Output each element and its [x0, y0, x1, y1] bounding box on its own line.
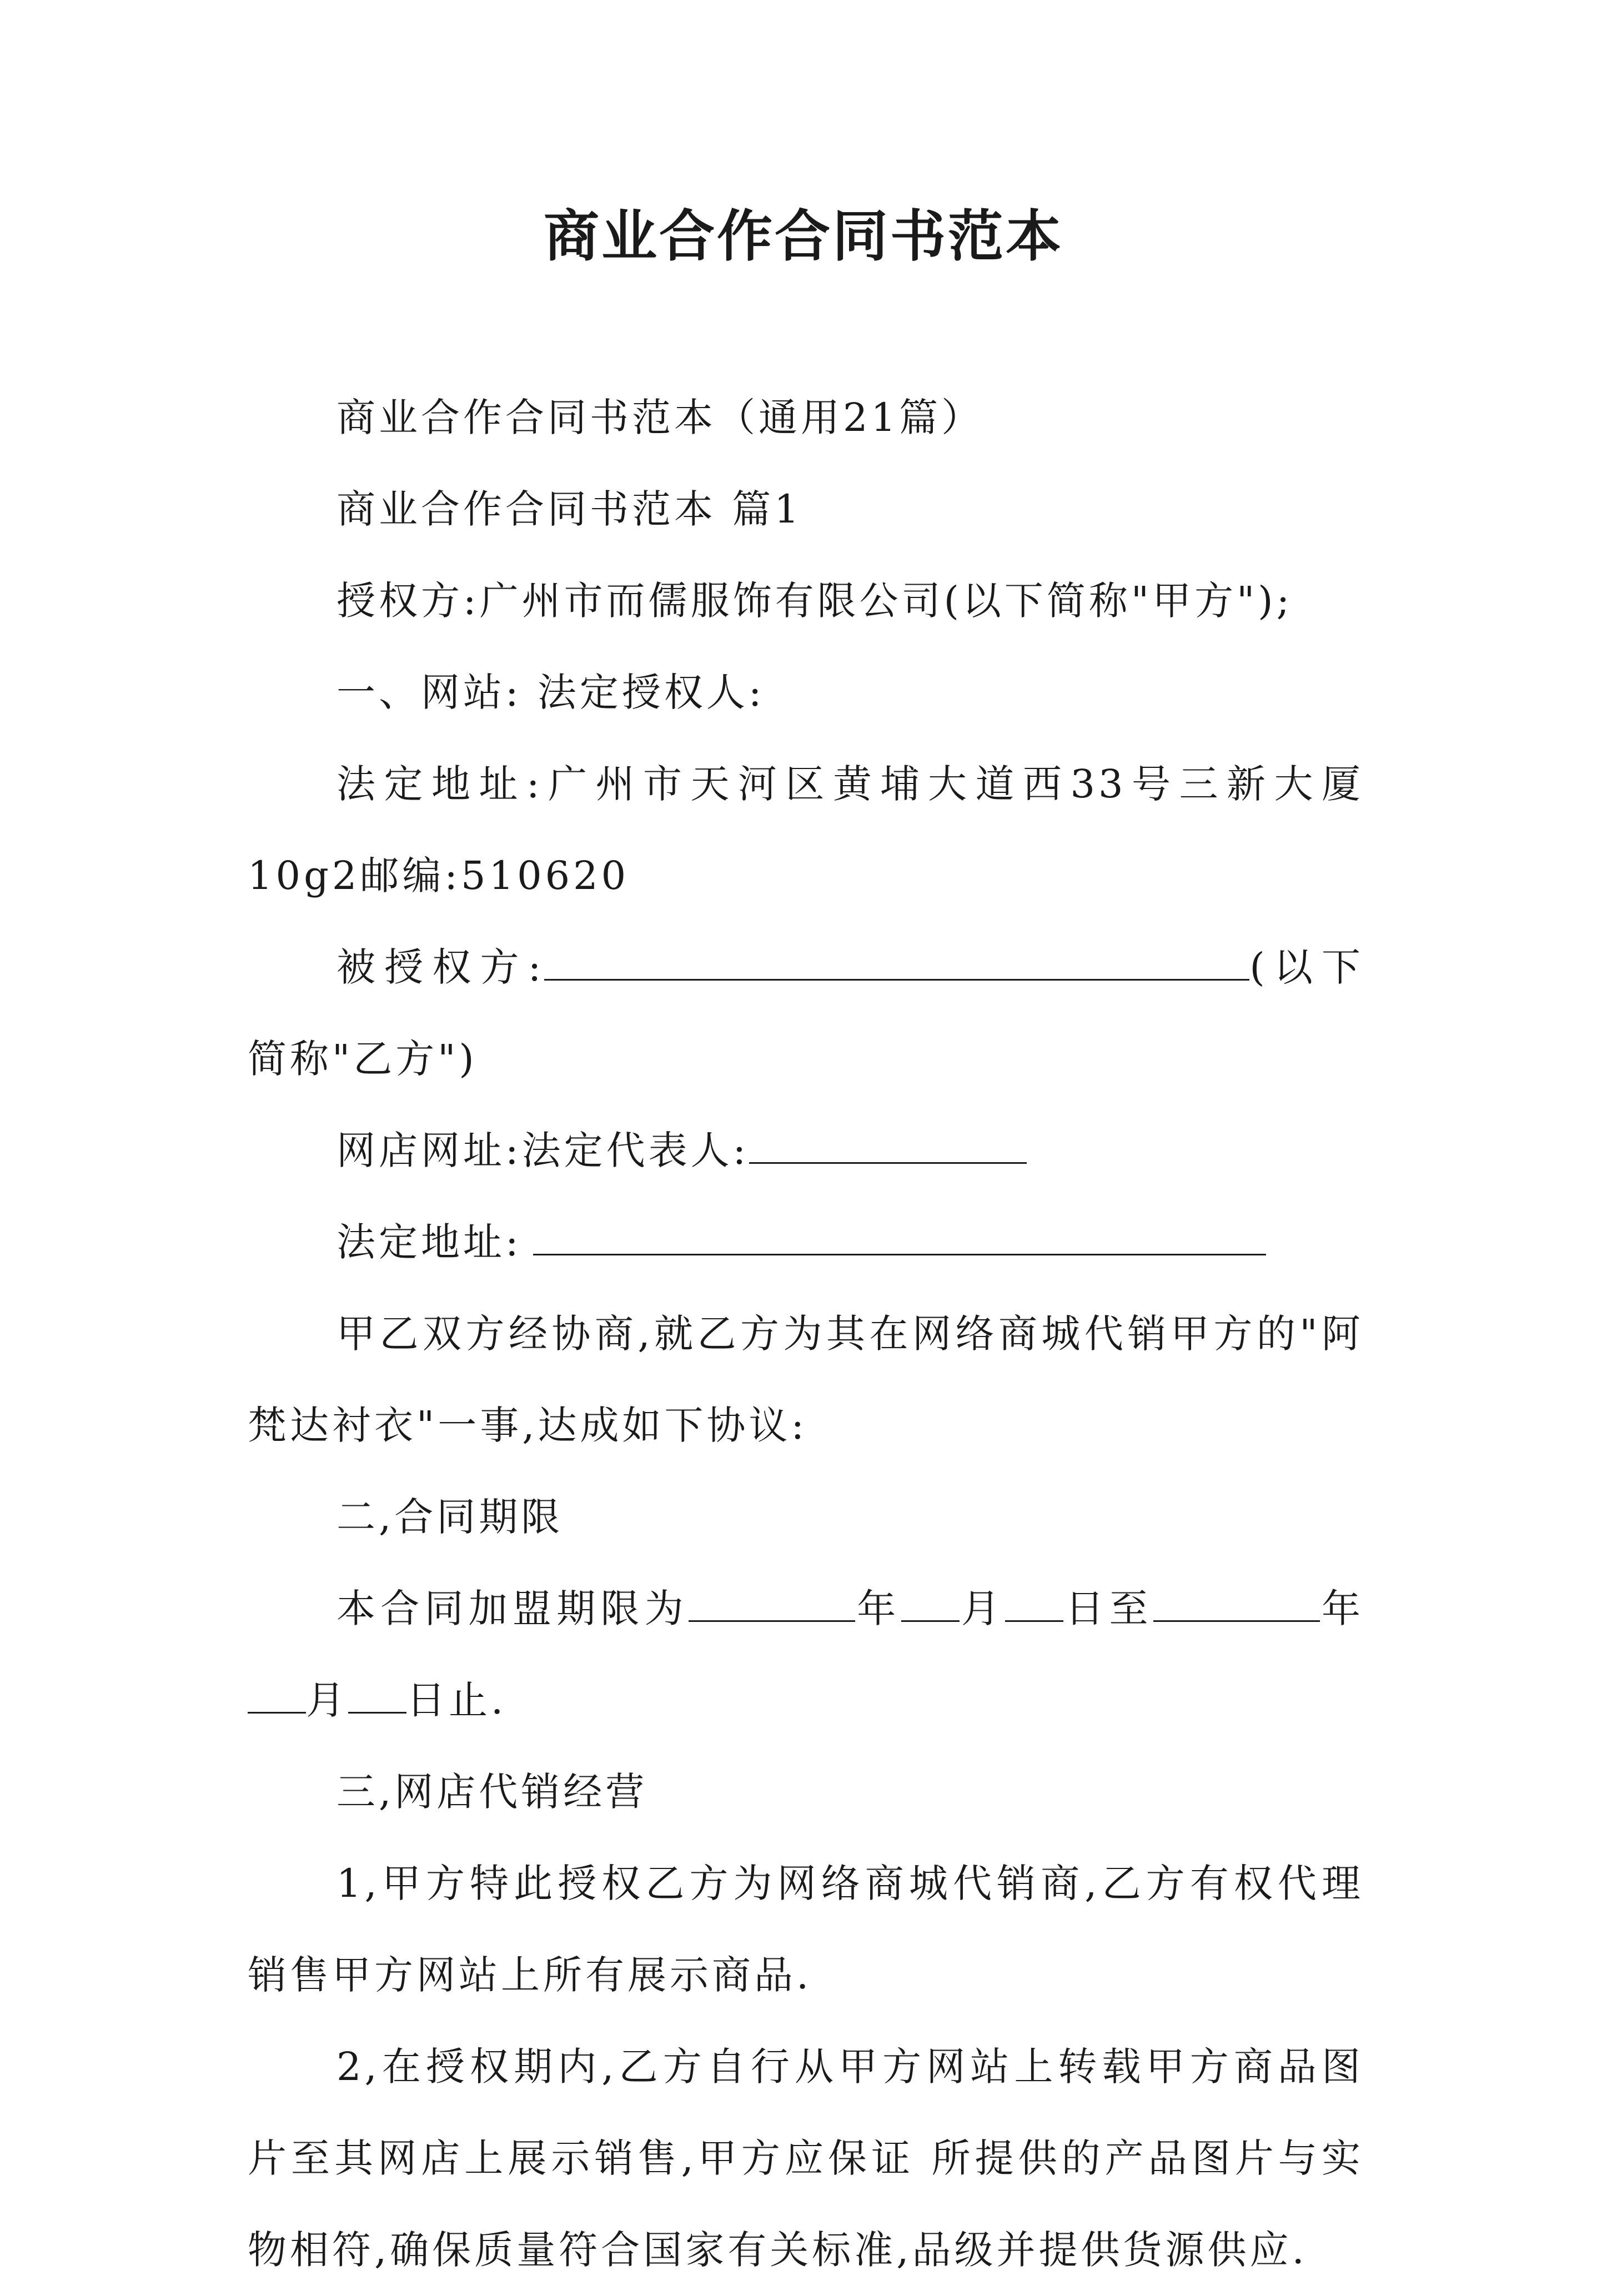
section-3-heading: 三,网店代销经营 [337, 1769, 648, 1815]
item-2-paragraph: 2,在授权期内,乙方自行从甲方网站上转载甲方商品图片至其网店上展示销售,甲方应保证 所提供的产品图片与实物相符,确保质量符合国家有关标准,品级并提供货源供应. [248, 2044, 1364, 2273]
term-month2-label: 月 [306, 1677, 348, 1723]
term-end-label: 日止. [406, 1677, 507, 1723]
grantor-paragraph: 授权方:广州市而儒服饰有限公司(以下简称"甲方"); [337, 578, 1293, 624]
legal-address-label: 法定地址: [337, 1219, 522, 1265]
section-1-heading: 一、网站: 法定授权人: [337, 670, 765, 715]
term-paragraph [248, 1563, 1364, 1746]
start-month-blank [901, 1586, 960, 1622]
term-year-label: 年 [855, 1586, 901, 1631]
start-day-blank [1005, 1586, 1063, 1622]
shop-rep-label: 网店网址:法定代表人: [337, 1128, 750, 1173]
end-year-blank [1153, 1586, 1320, 1622]
end-month-pre-blank [248, 1677, 306, 1714]
term-year2-label: 年 [1319, 1586, 1364, 1631]
representative-blank [749, 1128, 1027, 1164]
subtitle-paragraph: 商业合作合同书范本（通用21篇） [337, 395, 984, 440]
start-year-blank [689, 1586, 855, 1622]
term-month-label: 月 [959, 1586, 1005, 1631]
section-2-heading: 二,合同期限 [337, 1494, 564, 1540]
legal-address-blank [533, 1219, 1266, 1255]
document-title: 商业合作合同书范本 [544, 203, 1063, 269]
term-prefix: 本合同加盟期限为 [337, 1586, 689, 1631]
end-day-blank [348, 1677, 406, 1714]
term-day-to-label: 日至 [1063, 1586, 1153, 1631]
agreement-paragraph: 甲乙双方经协商,就乙方为其在网络商城代销甲方的"阿梵达衬衣"一事,达成如下协议: [248, 1311, 1364, 1448]
address-paragraph: 法定地址:广州市天河区黄埔大道西33号三新大厦10g2邮编:510620 [248, 761, 1364, 898]
legal-address-paragraph [248, 1197, 1364, 1288]
grantee-blank [544, 944, 1249, 981]
shop-rep-paragraph [248, 1105, 1364, 1197]
grantee-label: 被授权方: [337, 944, 545, 990]
document-body [248, 372, 1364, 2296]
chapter-heading: 商业合作合同书范本 篇1 [337, 486, 802, 532]
item-1-paragraph: 1,甲方特此授权乙方为网络商城代销商,乙方有权代理销售甲方网站上所有展示商品. [248, 1861, 1364, 1998]
grantee-suffix: (以下简称"乙方") [248, 944, 1364, 1082]
grantee-paragraph [248, 922, 1364, 1105]
